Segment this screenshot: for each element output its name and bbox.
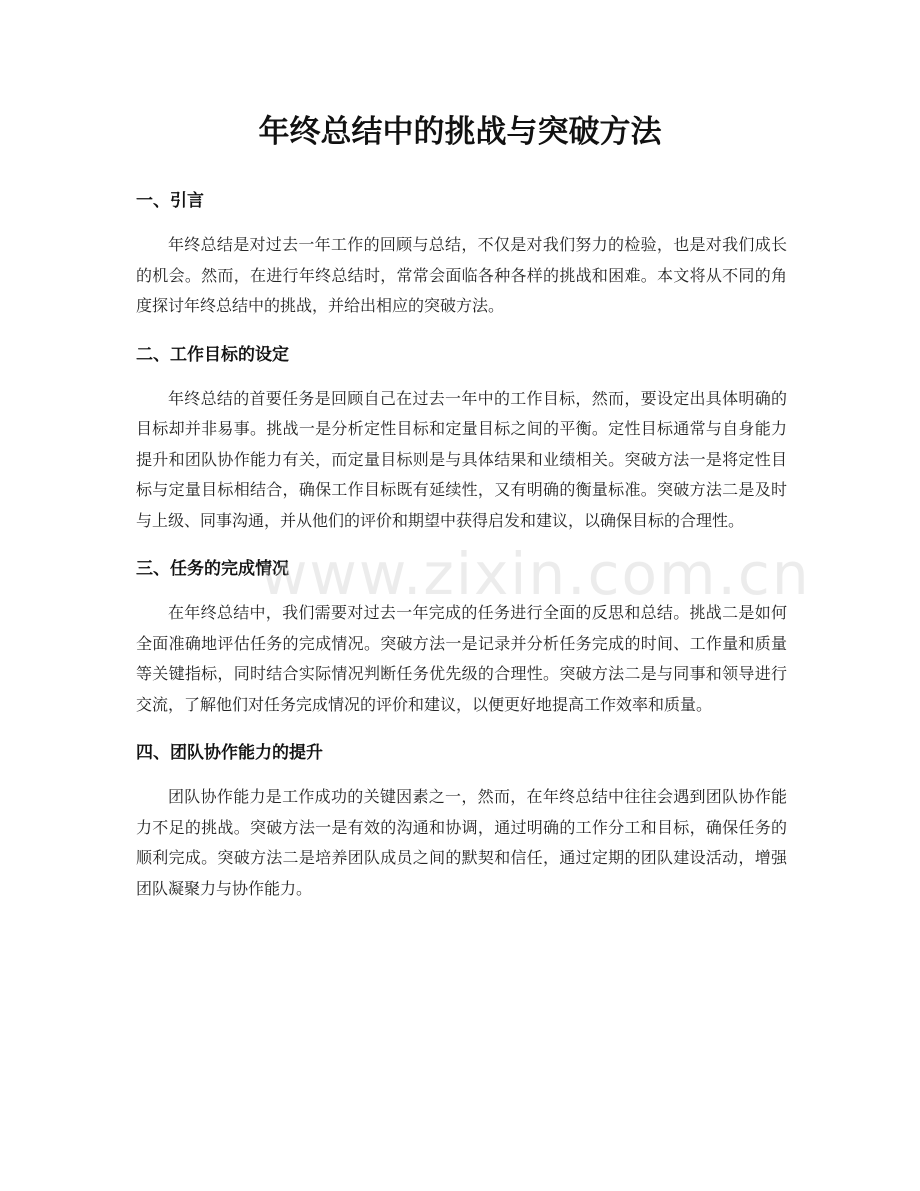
section-heading: 一、引言 xyxy=(136,191,204,211)
section-introduction xyxy=(136,184,787,322)
section-paragraph: 团队协作能力是工作成功的关键因素之一，然而，在年终总结中往往会遇到团队协作能力不足的挑战。突破方法一是有效的沟通和协调，通过明确的工作分工和目标，确保任务的顺利完成。突破方法二是培养团队成员之间的默契和信任，通过定期的团队建设活动，增强团队凝聚力与协作能力。 xyxy=(136,787,787,898)
document-body xyxy=(136,184,787,920)
section-paragraph: 年终总结的首要任务是回顾自己在过去一年中的工作目标，然而，要设定出具体明确的目标却并非易事。挑战一是分析定性目标和定量目标之间的平衡。定性目标通常与自身能力提升和团队协作能力有关，而定量目标则是与具体结果和业绩相关。突破方法一是将定性目标与定量目标相结合，确保工作目标既有延续性，又有明确的衡量标准。突破方法二是及时与上级、同事沟通，并从他们的评价和期望中获得启发和建议，以确保目标的合理性。 xyxy=(136,388,787,530)
section-teamwork xyxy=(136,736,787,904)
section-heading: 四、团队协作能力的提升 xyxy=(136,743,323,763)
section-work-goals xyxy=(136,338,787,537)
document-title: 年终总结中的挑战与突破方法 xyxy=(258,114,662,150)
watermark: www.zixin.com.cn xyxy=(260,540,811,608)
section-paragraph: 年终总结是对过去一年工作的回顾与总结，不仅是对我们努力的检验，也是对我们成长的机会。然而，在进行年终总结时，常常会面临各种各样的挑战和困难。本文将从不同的角度探讨年终总结中的挑战，并给出相应的突破方法。 xyxy=(136,235,787,315)
section-paragraph: 在年终总结中，我们需要对过去一年完成的任务进行全面的反思和总结。挑战二是如何全面准确地评估任务的完成情况。突破方法一是记录并分析任务完成的时间、工作量和质量等关键指标，同时结合实际情况判断任务优先级的合理性。突破方法二是与同事和领导进行交流，了解他们对任务完成情况的评价和建议，以便更好地提高工作效率和质量。 xyxy=(136,603,787,714)
section-heading: 二、工作目标的设定 xyxy=(136,344,289,365)
section-task-completion xyxy=(136,552,787,720)
section-heading: 三、任务的完成情况 xyxy=(136,559,289,579)
